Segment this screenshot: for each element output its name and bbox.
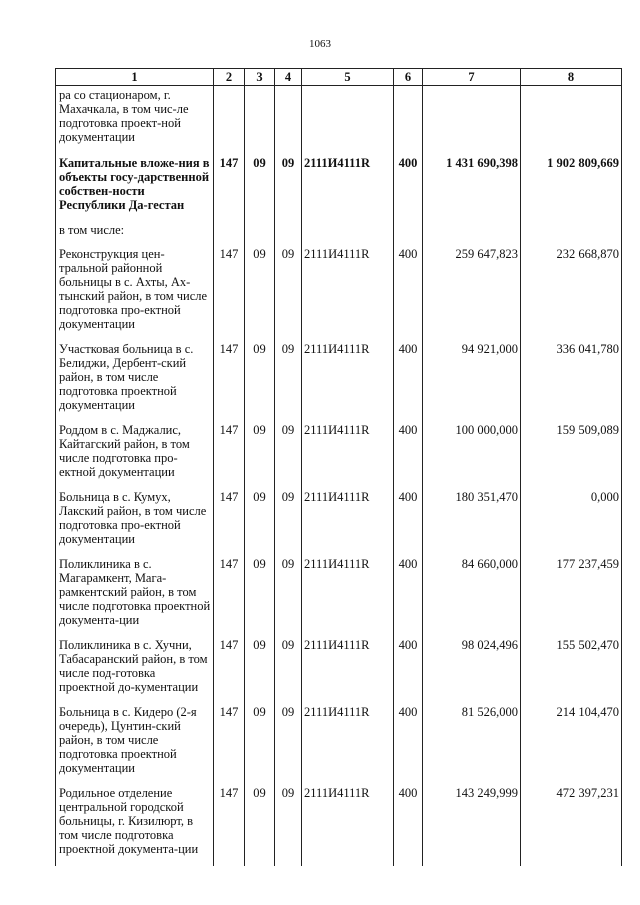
table-row-label [56,223,622,247]
table-row [56,342,622,423]
cell-c6 [394,86,423,157]
cell-c4: 09 [275,705,302,786]
cell-c3: 09 [245,156,275,223]
cell-c7: 81 526,000 [423,705,521,786]
cell-c6: 400 [394,490,423,557]
cell-c6: 400 [394,705,423,786]
table-row [56,247,622,342]
row-name: Участковая больница в с. Белиджи, Дербент-ский район, в том числе подготовка проектной документации [56,342,214,423]
cell-c7: 84 660,000 [423,557,521,638]
cell-c8: 472 397,231 [521,786,622,866]
cell-c4: 09 [275,156,302,223]
row-name: Реконструкция цен-тральной районной больницы в с. Ахты, Ах-тынский район, в том числе подготовка про-ектной документации [56,247,214,342]
cell-c4: 09 [275,638,302,705]
cell-c3 [245,86,275,157]
row-name: Роддом в с. Маджалис, Кайтагский район, в том числе подготовка про-ектной документации [56,423,214,490]
cell-c3: 09 [245,557,275,638]
header-col-1: 1 [56,69,214,86]
row-name: Поликлиника в с. Магарамкент, Мага-рамкентский район, в том числе подготовка проектной документа-ции [56,557,214,638]
cell-c7: 98 024,496 [423,638,521,705]
cell-c3 [245,223,275,247]
cell-c7 [423,223,521,247]
header-col-7: 7 [423,69,521,86]
row-name: Больница в с. Кумух, Лакский район, в том числе подготовка про-ектной документации [56,490,214,557]
cell-c5: 2111И4111R [302,423,394,490]
cell-c5: 2111И4111R [302,638,394,705]
cell-c7: 100 000,000 [423,423,521,490]
cell-c5: 2111И4111R [302,557,394,638]
cell-c7: 94 921,000 [423,342,521,423]
cell-c3: 09 [245,490,275,557]
cell-c3: 09 [245,705,275,786]
cell-c2: 147 [214,423,245,490]
row-name: Родильное отделение центральной городской больницы, г. Кизилюрт, в том числе подготовка проектной документа-ции [56,786,214,866]
cell-c5: 2111И4111R [302,342,394,423]
cell-c8: 0,000 [521,490,622,557]
cell-c6: 400 [394,557,423,638]
cell-c5: 2111И4111R [302,156,394,223]
header-col-8: 8 [521,69,622,86]
cell-c5: 2111И4111R [302,490,394,557]
header-col-6: 6 [394,69,423,86]
cell-c3: 09 [245,786,275,866]
cell-c4: 09 [275,786,302,866]
page-number: 1063 [309,38,331,50]
cell-c7 [423,86,521,157]
cell-c7: 259 647,823 [423,247,521,342]
table-row-total [56,156,622,223]
row-name: Капитальные вложе-ния в объекты госу-дарственной собствен-ности Республики Да-гестан [56,156,214,223]
cell-c8: 1 902 809,669 [521,156,622,223]
cell-c4: 09 [275,247,302,342]
cell-c8: 232 668,870 [521,247,622,342]
cell-c8: 336 041,780 [521,342,622,423]
cell-c3: 09 [245,342,275,423]
header-col-5: 5 [302,69,394,86]
table-row [56,557,622,638]
cell-c2 [214,223,245,247]
table-row [56,638,622,705]
cell-c6: 400 [394,247,423,342]
cell-c7: 1 431 690,398 [423,156,521,223]
cell-c5: 2111И4111R [302,247,394,342]
cell-c4: 09 [275,423,302,490]
budget-table [55,68,622,866]
cell-c2: 147 [214,705,245,786]
cell-c3: 09 [245,423,275,490]
cell-c2: 147 [214,638,245,705]
cell-c5 [302,223,394,247]
cell-c4 [275,86,302,157]
cell-c8: 159 509,089 [521,423,622,490]
cell-c8 [521,223,622,247]
cell-c6: 400 [394,638,423,705]
table-row [56,86,622,157]
header-col-4: 4 [275,69,302,86]
cell-c5 [302,86,394,157]
table-row [56,786,622,866]
cell-c5: 2111И4111R [302,786,394,866]
cell-c2: 147 [214,786,245,866]
cell-c6: 400 [394,342,423,423]
table-body [56,86,622,867]
cell-c4: 09 [275,342,302,423]
cell-c6: 400 [394,156,423,223]
cell-c2: 147 [214,156,245,223]
row-name: Больница в с. Кидеро (2-я очередь), Цунтин-ский район, в том числе подготовка проектной документации [56,705,214,786]
cell-c2: 147 [214,557,245,638]
cell-c5: 2111И4111R [302,705,394,786]
cell-c8: 177 237,459 [521,557,622,638]
cell-c6 [394,223,423,247]
cell-c4: 09 [275,557,302,638]
cell-c7: 180 351,470 [423,490,521,557]
header-col-2: 2 [214,69,245,86]
cell-c2 [214,86,245,157]
cell-c8: 214 104,470 [521,705,622,786]
cell-c3: 09 [245,638,275,705]
table-row [56,705,622,786]
cell-c6: 400 [394,786,423,866]
table-row [56,490,622,557]
row-name: ра со стационаром, г. Махачкала, в том чис-ле подготовка проект-ной документации [56,86,214,157]
header-col-3: 3 [245,69,275,86]
table-header [56,69,622,86]
cell-c2: 147 [214,490,245,557]
cell-c3: 09 [245,247,275,342]
row-name: в том числе: [56,223,214,247]
cell-c4 [275,223,302,247]
header-row [56,69,622,86]
cell-c7: 143 249,999 [423,786,521,866]
cell-c2: 147 [214,247,245,342]
cell-c2: 147 [214,342,245,423]
cell-c6: 400 [394,423,423,490]
row-name: Поликлиника в с. Хучни, Табасаранский район, в том числе под-готовка проектной до-кументации [56,638,214,705]
cell-c8: 155 502,470 [521,638,622,705]
cell-c8 [521,86,622,157]
table-row [56,423,622,490]
cell-c4: 09 [275,490,302,557]
